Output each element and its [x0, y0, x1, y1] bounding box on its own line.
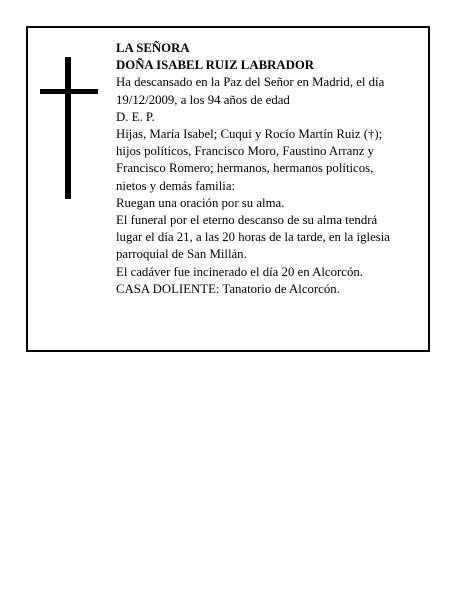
- family-line-4: nietos y demás familia:: [116, 178, 236, 193]
- funeral-line-3: parroquial de San Millán.: [116, 247, 247, 262]
- rest-line-2: 19/12/2009, a los 94 años de edad: [116, 92, 290, 107]
- family-line-1: Hijas, María Isabel; Cuqui y Rocío Martín Ruiz (†);: [116, 127, 383, 142]
- family-line-3: Francisco Romero; hermanos, hermanos políticos,: [116, 161, 374, 176]
- funeral-line-1: El funeral por el eterno descanso de su alma tendrá: [116, 213, 378, 228]
- family-line-2: hijos políticos, Francisco Moro, Faustino Arranz y: [116, 144, 375, 159]
- rip-line: D. E. P.: [116, 109, 155, 124]
- cremation-line: El cadáver fue incinerado el día 20 en Alcorcón.: [116, 264, 363, 279]
- mourning-house-line: CASA DOLIENTE: Tanatorio de Alcorcón.: [116, 281, 340, 296]
- notice-body: [116, 40, 416, 298]
- latin-cross-icon: [40, 57, 98, 199]
- prayer-line: Ruegan una oración por su alma.: [116, 195, 285, 210]
- deceased-name: DOÑA ISABEL RUIZ LABRADOR: [116, 58, 315, 73]
- notice-heading-title: LA SEÑORA: [116, 41, 190, 55]
- cross-horizontal-bar: [40, 89, 98, 94]
- rest-line-1: Ha descansado en la Paz del Señor en Madrid, el día: [116, 75, 385, 90]
- obituary-notice: [26, 26, 430, 352]
- cross-vertical-bar: [65, 57, 71, 199]
- funeral-line-2: lugar el día 21, a las 20 horas de la tarde, en la iglesia: [116, 230, 390, 245]
